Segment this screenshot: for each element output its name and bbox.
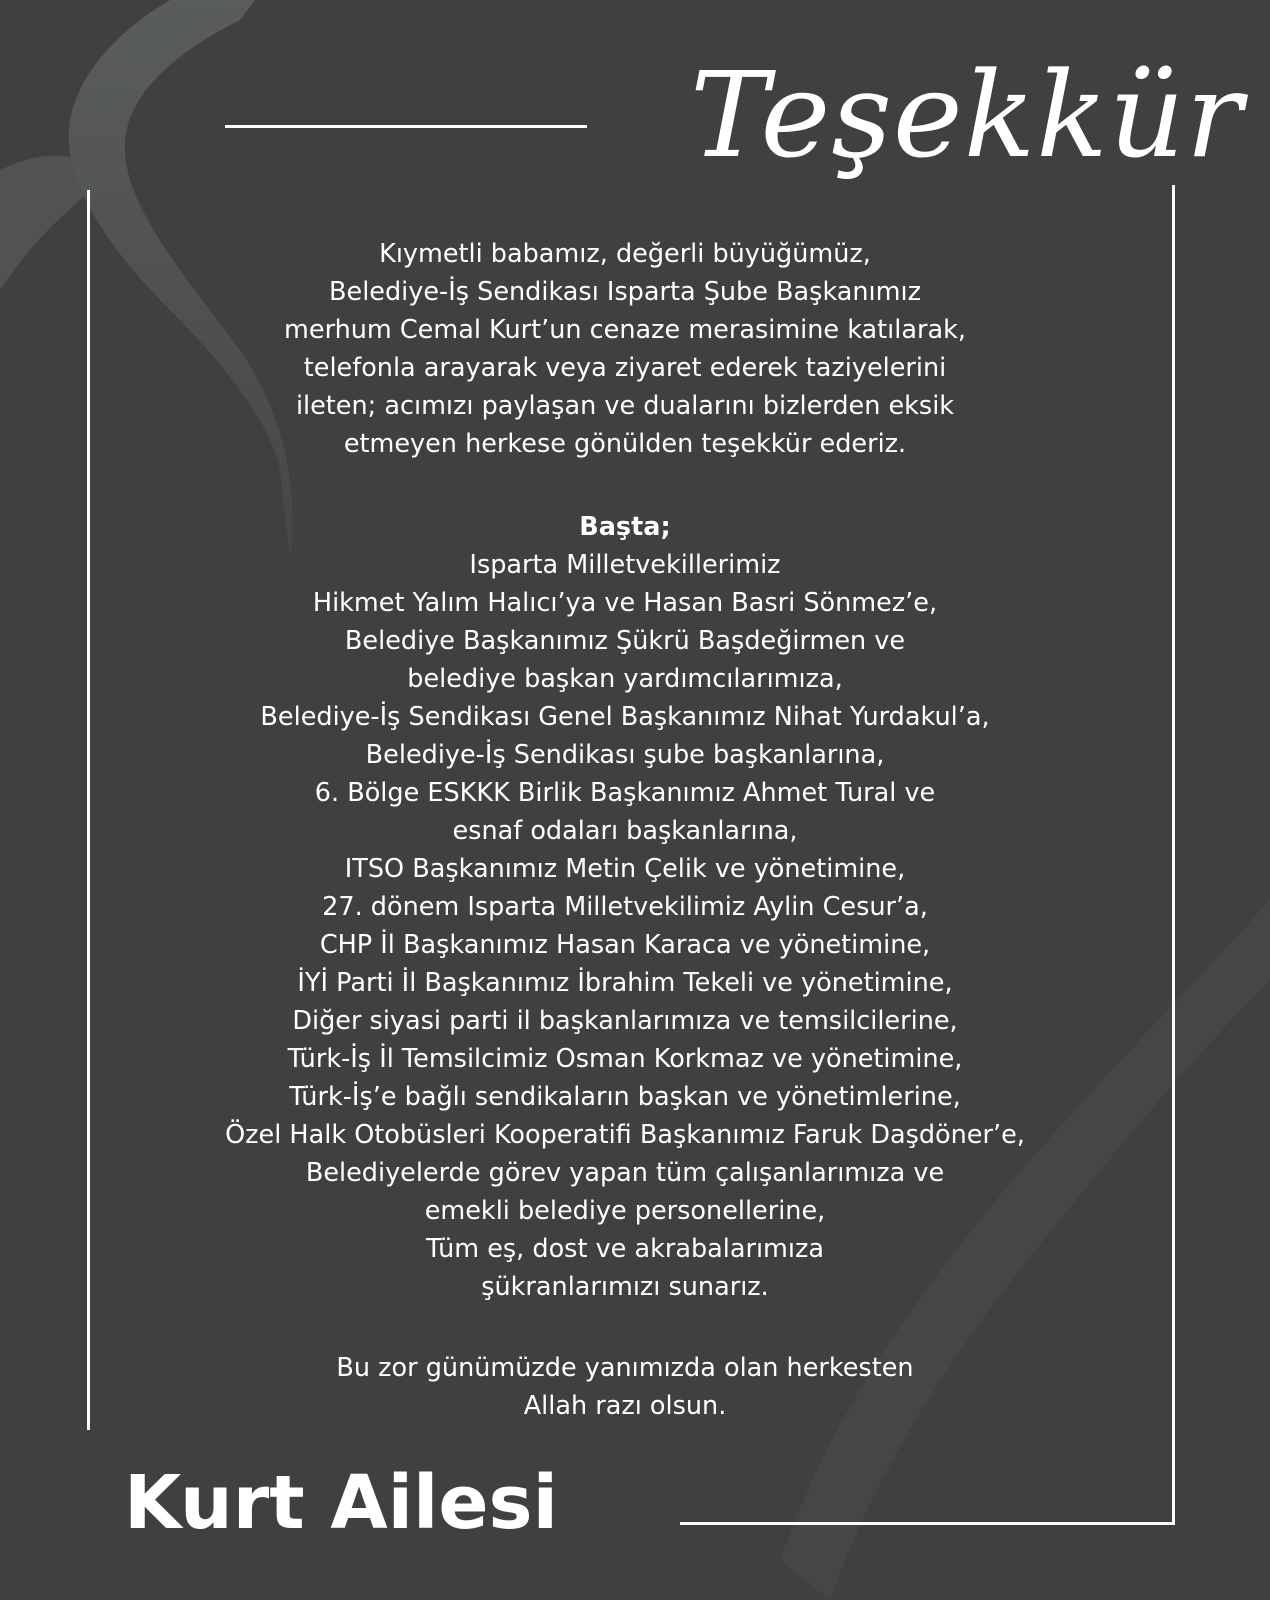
bottom-right-rule: [680, 1522, 1175, 1525]
family-signature: Kurt Ailesi: [124, 1460, 558, 1546]
thanks-list: [100, 508, 1150, 1306]
closing-line: Bu zor günümüzde yanımızda olan herkesten: [336, 1353, 914, 1383]
intro-paragraph: [100, 235, 1150, 463]
intro-line: telefonla arayarak veya ziyaret ederek taziyelerini: [303, 353, 947, 383]
thanks-line: ITSO Başkanımız Metin Çelik ve yönetimine,: [344, 854, 906, 884]
intro-line: merhum Cemal Kurt’un cenaze merasimine katılarak,: [284, 315, 966, 345]
thanks-line: Türk-İş İl Temsilcimiz Osman Korkmaz ve yönetimine,: [287, 1044, 963, 1074]
thanks-line: İYİ Parti İl Başkanımız İbrahim Tekeli ve yönetimine,: [297, 968, 953, 998]
thanks-line: CHP İl Başkanımız Hasan Karaca ve yönetimine,: [319, 930, 931, 960]
intro-line: etmeyen herkese gönülden teşekkür ederiz.: [343, 429, 907, 459]
thanks-line: emekli belediye personellerine,: [424, 1196, 826, 1226]
thanks-line: belediye başkan yardımcılarımıza,: [407, 664, 843, 694]
thanks-line: Belediye-İş Sendikası Genel Başkanımız Nihat Yurdakul’a,: [260, 702, 990, 732]
frame-right-border: [1172, 185, 1175, 1525]
thanks-line: Hikmet Yalım Halıcı’ya ve Hasan Basri Sönmez’e,: [312, 588, 938, 618]
thanks-line: Diğer siyasi parti il başkanlarımıza ve temsilcilerine,: [292, 1006, 958, 1036]
closing-paragraph: [100, 1349, 1150, 1425]
intro-line: Kıymetli babamız, değerli büyüğümüz,: [379, 239, 871, 269]
frame-left-border: [87, 190, 90, 1430]
thanks-line: Belediyelerde görev yapan tüm çalışanlarımıza ve: [305, 1158, 945, 1188]
thanks-line: şükranlarımızı sunarız.: [481, 1272, 769, 1302]
thanks-line: Özel Halk Otobüsleri Kooperatifi Başkanımız Faruk Daşdöner’e,: [225, 1120, 1025, 1150]
thanks-heading: Başta;: [579, 512, 671, 542]
page-title: Teşekkür: [690, 46, 1244, 184]
thanks-line: Isparta Milletvekillerimiz: [469, 550, 781, 580]
top-left-rule: [225, 125, 587, 128]
thanks-line: 27. dönem Isparta Milletvekilimiz Aylin Cesur’a,: [322, 892, 928, 922]
thanks-line: Belediye Başkanımız Şükrü Başdeğirmen ve: [344, 626, 906, 656]
closing-line: Allah razı olsun.: [523, 1391, 727, 1421]
intro-line: Belediye-İş Sendikası Isparta Şube Başkanımız: [329, 277, 921, 307]
thanks-line: Türk-İş’e bağlı sendikaların başkan ve yönetimlerine,: [289, 1082, 961, 1112]
thanks-line: esnaf odaları başkanlarına,: [452, 816, 798, 846]
intro-line: ileten; acımızı paylaşan ve dualarını bizlerden eksik: [295, 391, 955, 421]
thanks-line: Belediye-İş Sendikası şube başkanlarına,: [365, 740, 885, 770]
thanks-line: Tüm eş, dost ve akrabalarımıza: [426, 1234, 824, 1264]
thanks-line: 6. Bölge ESKKK Birlik Başkanımız Ahmet Tural ve: [314, 778, 936, 808]
